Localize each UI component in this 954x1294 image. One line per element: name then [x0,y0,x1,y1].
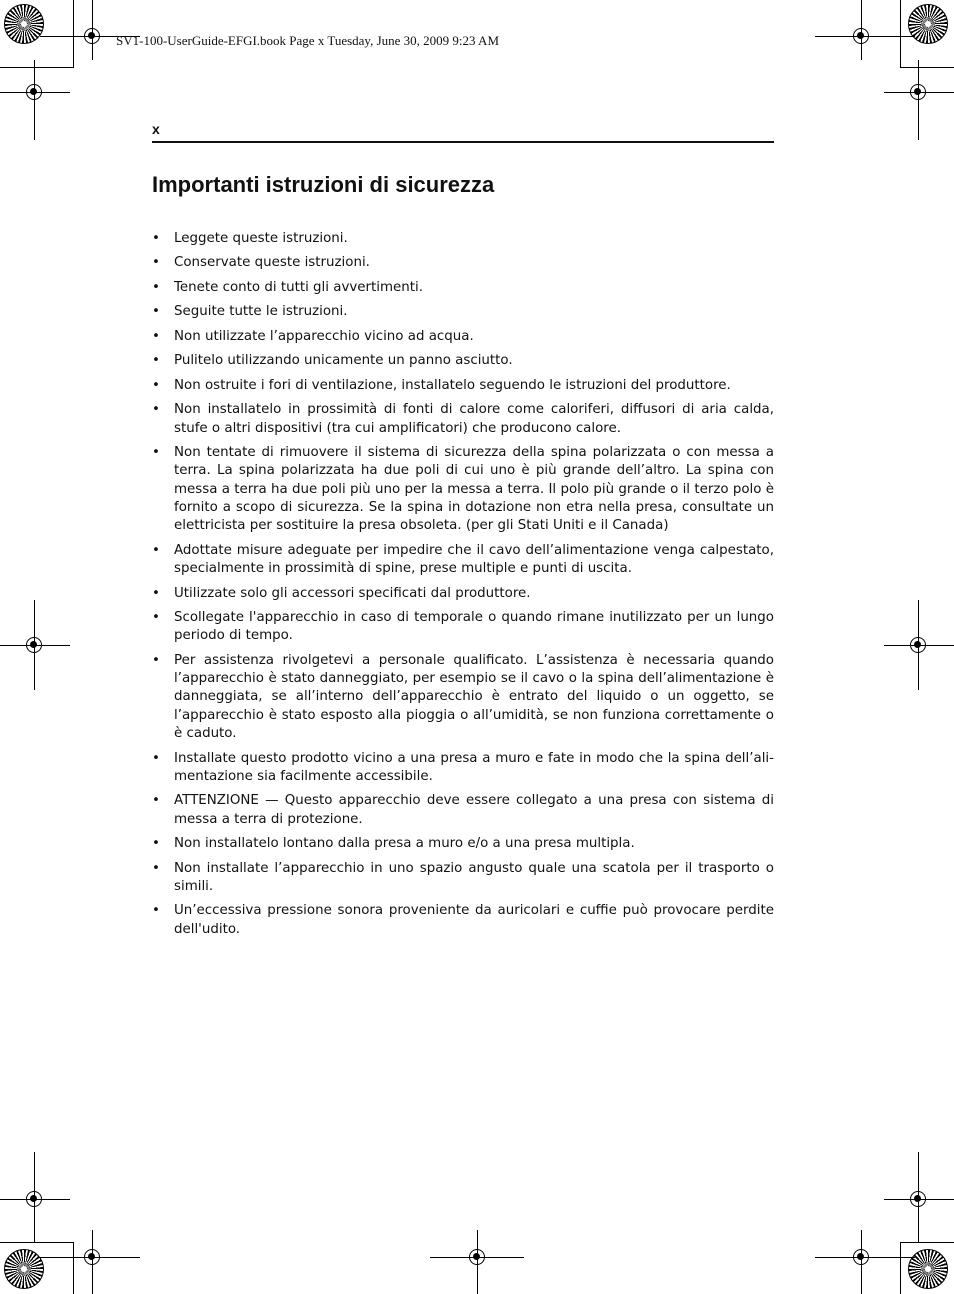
crop-frame [0,1242,74,1294]
list-item [152,860,774,897]
list-item [152,328,774,346]
list-item-text: Non utilizzate l’apparecchio vicino ad acqua. [174,328,474,344]
list-item-text: Utilizzate solo gli accessori specificati dal produttore. [174,585,531,601]
crop-frame [0,0,74,68]
list-item-text: ATTENZIONE — Questo apparecchio deve essere collegato a una presa con sistema di messa a terra di protezione. [174,793,774,827]
bullet-icon: • [152,304,160,320]
list-item-text: Adottate misure adeguate per impedire che il cavo dell’alimentazione venga calpestato, specialmente in prossimità di spine, prese multiple e punti di uscita. [174,542,774,577]
registration-mark-icon [853,28,869,44]
list-item [152,542,774,579]
registration-mark-icon [853,1249,869,1265]
registration-mark-icon [910,84,926,100]
bullet-icon: • [152,585,160,601]
list-item [152,750,774,787]
list-item-text: Per assistenza rivolgetevi a personale qualificato. L’assistenza è necessaria quando l’apparecchio è stato danneggiato, per esempio se il cavo o la spina dell’alimentazione è danneggiata, se all’interno dell’apparecchio è entrato del liquido o un oggetto, se l’apparecchio è stato esposto alla pioggia o all’umidità, se non funziona correttamente o è caduto. [174,652,774,742]
registration-mark-icon [910,1191,926,1207]
list-item [152,401,774,438]
list-item-text: Leggete queste istruzioni. [174,231,348,246]
bullet-icon: • [152,353,160,369]
bullet-icon: • [152,542,160,558]
registration-mark-icon [84,1249,100,1265]
bullet-icon: • [152,279,160,295]
list-item-text: Pulitelo utilizzando unicamente un panno asciutto. [174,353,513,369]
list-item-text: Non installate l’apparecchio in uno spazio angusto quale una scatola per il trasporto o simili. [174,860,774,894]
crop-frame [900,1242,954,1294]
page-title: Importanti istruzioni di sicurezza [152,172,495,197]
list-item [152,377,774,395]
bullet-icon: • [152,836,160,852]
list-item [152,835,774,853]
bullet-icon: • [152,903,160,919]
list-item-text: Non tentate di rimuovere il sistema di sicurezza della spina polarizzata o con messa a terra. La spina polarizzata ha due poli di cui uno è più grande dell’altro. La spina con messa a terra ha due poli più uno per la messa a terra. Il polo più grande o il terzo polo è fornito a scopo di sicurezza. Se la spina in dotazione non etra nella presa, consultate un elettricista per sostituire la presa obsoleta. (per gli Stati Uniti e il Canada) [174,445,774,534]
list-item [152,254,774,272]
list-item-text: Seguite tutte le istruzioni. [174,304,348,320]
list-item [152,792,774,829]
registration-mark-icon [84,28,100,44]
registration-mark-icon [26,1191,42,1207]
crop-frame [900,0,954,68]
bullet-icon: • [152,750,160,766]
list-item [152,279,774,297]
registration-mark-icon [469,1249,485,1265]
bullet-icon: • [152,652,160,668]
list-item [152,585,774,603]
list-item [152,444,774,535]
bullet-icon: • [152,860,160,876]
bullet-icon: • [152,610,160,626]
crop-line [918,60,919,140]
safety-instructions-list [152,230,774,945]
list-item [152,609,774,646]
list-item-text: Non ostruite i fori di ventilazione, installatelo seguendo le istruzioni del produttore. [174,377,731,393]
list-item-text: Un’eccessiva pressione sonora proveniente da auricolari e cuffie può provocare perdite dell'udito. [174,903,774,937]
list-item-text: Tenete conto di tutti gli avvertimenti. [174,279,424,295]
bullet-icon: • [152,255,160,271]
list-item-text: Conservate queste istruzioni. [174,255,370,271]
list-item [152,652,774,743]
crop-line [34,60,35,140]
list-item [152,230,774,248]
list-item [152,303,774,321]
list-item-text: Non installatelo lontano dalla presa a muro e/o a una presa multipla. [174,836,635,852]
bullet-icon: • [152,445,160,461]
registration-mark-icon [26,637,42,653]
bullet-icon: • [152,402,160,418]
list-item-text: Non installatelo in prossimità di fonti di calore come caloriferi, diffusori di aria calda, stufe o altri dispositivi (tra cui amplificatori) che producono calore. [174,402,774,436]
bullet-icon: • [152,328,160,344]
registration-mark-icon [910,637,926,653]
list-item [152,902,774,939]
list-item [152,352,774,370]
registration-mark-icon [26,84,42,100]
bullet-icon: • [152,231,160,246]
slug-line: SV1-100-UserGuide-EFGI.book Page x Tuesday, June 30, 2009 9:23 AM [116,33,500,48]
bullet-icon: • [152,377,160,393]
bullet-icon: • [152,793,160,809]
page-number: x [152,121,160,137]
list-item-text: Installate questo prodotto vicino a una presa a muro e fate in modo che la spina dell’alimentazione sia facilmente accessibile. [174,750,774,784]
header-rule [152,141,774,143]
list-item-text: Scollegate l'apparecchio in caso di temporale o quando rimane inutilizzato per un lungo periodo di tempo. [174,610,774,644]
